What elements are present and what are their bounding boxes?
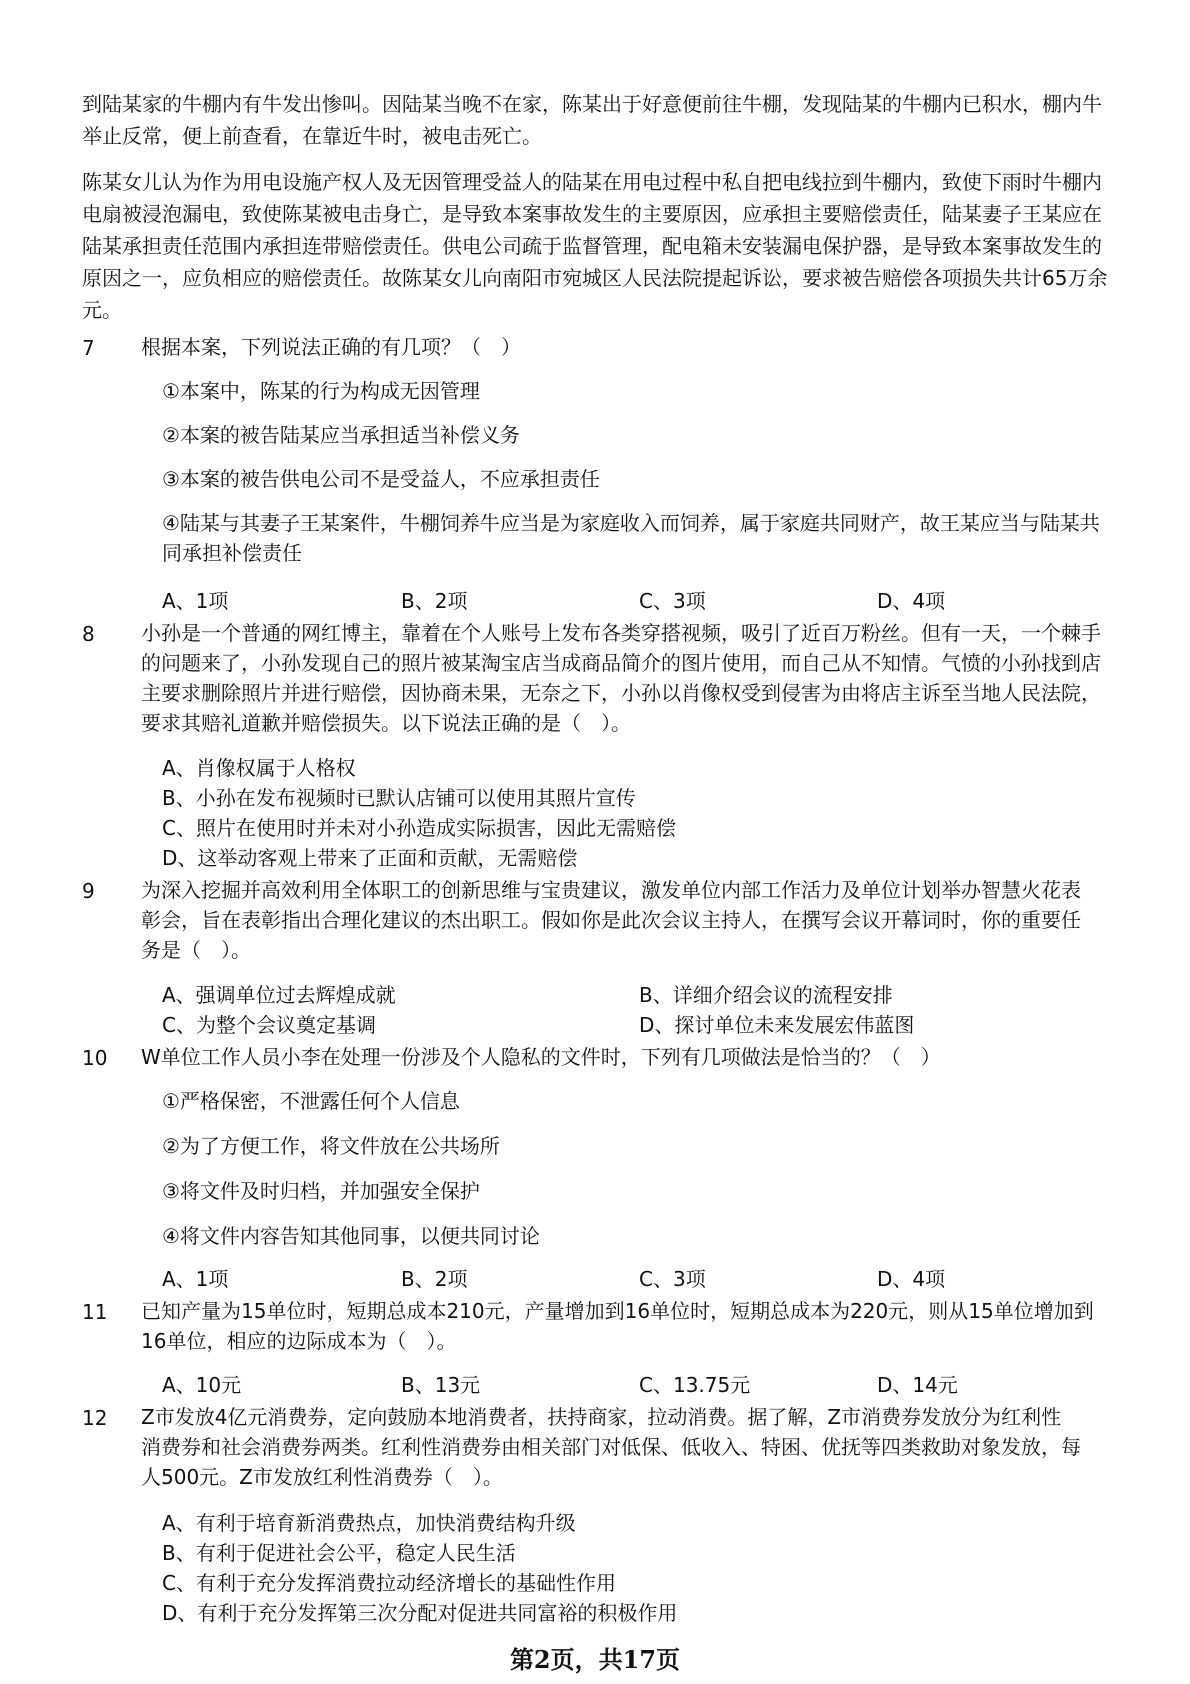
question-7-item-1: ①本案中，陈某的行为构成无因管理 [162, 379, 480, 403]
question-11-text: 已知产量为15单位时，短期总成本210元，产量增加到16单位时，短期总成本为220元，则从15单位增加到16单位，相应的边际成本为（ ）。 [141, 1299, 1094, 1353]
question-11-option-d: D、14元 [877, 1373, 958, 1397]
question-11-option-a: A、10元 [162, 1373, 242, 1397]
question-10-number: 10 [82, 1046, 108, 1070]
question-12-option-c: C、有利于充分发挥消费拉动经济增长的基础性作用 [162, 1571, 616, 1595]
question-11-number: 11 [82, 1300, 108, 1324]
question-12-option-a: A、有利于培育新消费热点，加快消费结构升级 [162, 1511, 576, 1535]
question-10-option-d: D、4项 [877, 1267, 946, 1291]
question-9-option-d: D、探讨单位未来发展宏伟蓝图 [639, 1013, 915, 1037]
page-number-footer: 第2页，共17页 [509, 1645, 681, 1674]
question-10-item-1: ①严格保密，不泄露任何个人信息 [162, 1089, 460, 1113]
question-7-item-2: ②本案的被告陆某应当承担适当补偿义务 [162, 423, 520, 447]
question-10-option-a: A、1项 [162, 1267, 229, 1291]
intro-paragraph-2: 陈某女儿认为作为用电设施产权人及无因管理受益人的陆某在用电过程中私自把电线拉到牛棚内，致使下雨时牛棚内电扇被浸泡漏电，致使陈某被电击身亡，是导致本案事故发生的主要原因，应承担主要赔偿责任，陆某妻子王某应在陆某承担责任范围内承担连带赔偿责任。供电公司疏于监督管理，配电箱未安装漏电保护器，是导致本案事故发生的原因之一，应负相应的赔偿责任。故陈某女儿向南阳市宛城区人民法院提起诉讼，要求被告赔偿各项损失共计65万余元。 [82, 170, 1108, 322]
question-12-option-d: D、有利于充分发挥第三次分配对促进共同富裕的积极作用 [162, 1601, 678, 1625]
question-7-text: 根据本案，下列说法正确的有几项？（ ） [141, 335, 521, 359]
question-7-option-a: A、1项 [162, 589, 229, 613]
question-11-option-b: B、13元 [401, 1373, 481, 1397]
question-8-number: 8 [82, 622, 95, 646]
question-10-item-3: ③将文件及时归档，并加强安全保护 [162, 1179, 480, 1203]
question-9-text: 为深入挖掘并高效利用全体职工的创新思维与宝贵建议，激发单位内部工作活力及单位计划举办智慧火花表彰会，旨在表彰指出合理化建议的杰出职工。假如你是此次会议主持人，在撰写会议开幕词时，你的重要任务是（ ）。 [141, 878, 1081, 962]
question-7-number: 7 [82, 336, 95, 360]
question-11-option-c: C、13.75元 [639, 1373, 751, 1397]
question-8-option-a: A、肖像权属于人格权 [162, 756, 356, 780]
question-7-option-c: C、3项 [639, 589, 706, 613]
question-9-option-a: A、强调单位过去辉煌成就 [162, 983, 396, 1007]
question-12-option-b: B、有利于促进社会公平，稳定人民生活 [162, 1541, 516, 1565]
question-8-text: 小孙是一个普通的网红博主，靠着在个人账号上发布各类穿搭视频，吸引了近百万粉丝。但有一天，一个棘手的问题来了，小孙发现自己的照片被某淘宝店当成商品简介的图片使用，而自己从不知情。气愤的小孙找到店主要求删除照片并进行赔偿，因协商未果，无奈之下，小孙以肖像权受到侵害为由将店主诉至当地人民法院，要求其赔礼道歉并赔偿损失。以下说法正确的是（ ）。 [141, 621, 1101, 735]
question-7-item-4: ④陆某与其妻子王某案件，牛棚饲养牛应当是为家庭收入而饲养，属于家庭共同财产，故王某应当与陆某共同承担补偿责任 [162, 511, 1100, 565]
question-7-item-3: ③本案的被告供电公司不是受益人，不应承担责任 [162, 467, 600, 491]
question-9-option-b: B、详细介绍会议的流程安排 [639, 983, 893, 1007]
question-12-text: Z市发放4亿元消费券，定向鼓励本地消费者，扶持商家，拉动消费。据了解，Z市消费券发放分为红利性消费券和社会消费券两类。红利性消费券由相关部门对低保、低收入、特困、优抚等四类救助对象发放，每人500元。Z市发放红利性消费券（ ）。 [141, 1405, 1081, 1489]
question-10-option-b: B、2项 [401, 1267, 468, 1291]
question-8-option-b: B、小孙在发布视频时已默认店铺可以使用其照片宣传 [162, 786, 636, 810]
question-7-option-d: D、4项 [877, 589, 946, 613]
question-9-option-c: C、为整个会议奠定基调 [162, 1013, 376, 1037]
question-10-item-2: ②为了方便工作，将文件放在公共场所 [162, 1134, 500, 1158]
question-12-number: 12 [82, 1406, 108, 1430]
question-10-item-4: ④将文件内容告知其他同事，以便共同讨论 [162, 1224, 540, 1248]
question-7-option-b: B、2项 [401, 589, 468, 613]
question-8-option-d: D、这举动客观上带来了正面和贡献，无需赔偿 [162, 846, 578, 870]
question-10-text: W单位工作人员小李在处理一份涉及个人隐私的文件时，下列有几项做法是恰当的？（ ） [141, 1045, 941, 1069]
question-8-option-c: C、照片在使用时并未对小孙造成实际损害，因此无需赔偿 [162, 816, 676, 840]
question-9-number: 9 [82, 879, 95, 903]
intro-paragraph-1: 到陆某家的牛棚内有牛发出惨叫。因陆某当晚不在家，陈某出于好意便前往牛棚，发现陆某的牛棚内已积水，棚内牛举止反常，便上前查看，在靠近牛时，被电击死亡。 [82, 92, 1102, 148]
question-10-option-c: C、3项 [639, 1267, 706, 1291]
